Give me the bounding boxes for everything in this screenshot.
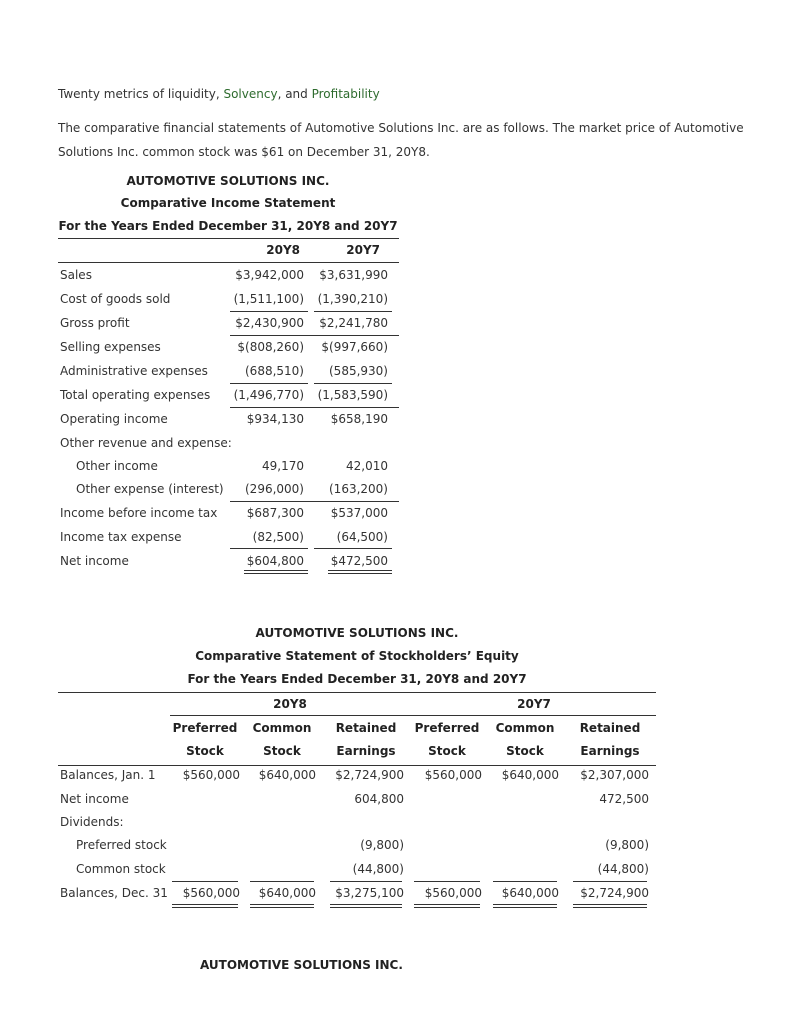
income-value-20y8: $604,800 bbox=[246, 554, 304, 568]
income-row-label: Net income bbox=[60, 554, 129, 568]
income-value-20y7: $2,241,780 bbox=[319, 316, 388, 330]
double-rule bbox=[573, 904, 647, 908]
profitability-link[interactable]: Profitability bbox=[311, 87, 380, 101]
equity-cell: $640,000 bbox=[258, 886, 316, 900]
income-value-20y8: (1,511,100) bbox=[233, 292, 304, 306]
equity-header-top: Retained bbox=[579, 721, 641, 735]
double-rule bbox=[330, 904, 402, 908]
income-value-20y8: 49,170 bbox=[262, 459, 304, 473]
equity-row-label: Common stock bbox=[76, 862, 166, 876]
equity-cell: $2,307,000 bbox=[580, 768, 649, 782]
rule bbox=[314, 548, 392, 549]
equity-header-top: Common bbox=[252, 721, 312, 735]
balance-sheet-company: AUTOMOTIVE SOLUTIONS INC. bbox=[200, 958, 403, 972]
income-col-20y8: 20Y8 bbox=[266, 243, 300, 257]
income-header-rule bbox=[58, 238, 399, 239]
rule bbox=[493, 881, 557, 882]
income-row-label: Operating income bbox=[60, 412, 168, 426]
income-col-20y7: 20Y7 bbox=[346, 243, 380, 257]
equity-row-label: Dividends: bbox=[60, 815, 124, 829]
equity-cell: (9,800) bbox=[360, 838, 404, 852]
rule bbox=[414, 881, 480, 882]
equity-header-top: Common bbox=[495, 721, 555, 735]
equity-cell: (44,800) bbox=[597, 862, 649, 876]
rule bbox=[230, 407, 399, 408]
rule bbox=[573, 881, 647, 882]
equity-cell: (9,800) bbox=[605, 838, 649, 852]
rule bbox=[172, 881, 238, 882]
income-value-20y7: 42,010 bbox=[346, 459, 388, 473]
solvency-link[interactable]: Solvency bbox=[223, 87, 278, 101]
income-row-label: Other expense (interest) bbox=[76, 482, 224, 496]
income-value-20y7: (585,930) bbox=[329, 364, 388, 378]
equity-cell: $2,724,900 bbox=[580, 886, 649, 900]
income-row-label: Cost of goods sold bbox=[60, 292, 171, 306]
rule bbox=[230, 383, 308, 384]
income-value-20y8: (1,496,770) bbox=[233, 388, 304, 402]
equity-cell: $640,000 bbox=[258, 768, 316, 782]
equity-cell: 472,500 bbox=[599, 792, 649, 806]
double-rule bbox=[172, 904, 238, 908]
income-title: Comparative Income Statement bbox=[120, 196, 336, 210]
equity-row-label: Balances, Jan. 1 bbox=[60, 768, 156, 782]
equity-year-20y8: 20Y8 bbox=[273, 697, 307, 711]
equity-cell: $560,000 bbox=[424, 886, 482, 900]
income-col-rule bbox=[58, 262, 399, 263]
income-value-20y7: $3,631,990 bbox=[319, 268, 388, 282]
income-value-20y8: (688,510) bbox=[245, 364, 304, 378]
rule bbox=[230, 501, 399, 502]
income-value-20y8: (296,000) bbox=[245, 482, 304, 496]
income-row-label: Administrative expenses bbox=[60, 364, 208, 378]
income-value-20y7: (64,500) bbox=[336, 530, 388, 544]
double-rule bbox=[250, 904, 314, 908]
equity-cell: $560,000 bbox=[424, 768, 482, 782]
page-heading: Twenty metrics of liquidity, Solvency, and Profitability bbox=[58, 87, 380, 101]
equity-title: Comparative Statement of Stockholders’ Equity bbox=[195, 649, 519, 663]
equity-header-bottom: Stock bbox=[263, 744, 301, 758]
equity-top-rule bbox=[58, 692, 656, 693]
income-value-20y7: (1,583,590) bbox=[317, 388, 388, 402]
double-rule bbox=[414, 904, 480, 908]
double-rule bbox=[493, 904, 557, 908]
equity-header-top: Preferred bbox=[414, 721, 480, 735]
income-value-20y8: $2,430,900 bbox=[235, 316, 304, 330]
income-value-20y7: $472,500 bbox=[330, 554, 388, 568]
income-row-label: Gross profit bbox=[60, 316, 130, 330]
equity-year-rule bbox=[170, 715, 656, 716]
rule bbox=[250, 881, 314, 882]
equity-year-20y7: 20Y7 bbox=[517, 697, 551, 711]
income-value-20y8: $3,942,000 bbox=[235, 268, 304, 282]
income-row-label: Other income bbox=[76, 459, 158, 473]
equity-cell: $640,000 bbox=[501, 886, 559, 900]
equity-cell: $3,275,100 bbox=[335, 886, 404, 900]
equity-header-bottom: Earnings bbox=[336, 744, 396, 758]
income-period: For the Years Ended December 31, 20Y8 and 20Y7 bbox=[58, 219, 398, 233]
income-row-label: Selling expenses bbox=[60, 340, 161, 354]
income-value-20y8: $934,130 bbox=[246, 412, 304, 426]
double-rule bbox=[244, 570, 308, 574]
rule bbox=[230, 335, 399, 336]
income-row-label: Sales bbox=[60, 268, 92, 282]
income-value-20y8: $687,300 bbox=[246, 506, 304, 520]
rule bbox=[314, 383, 392, 384]
equity-header-top: Preferred bbox=[172, 721, 238, 735]
equity-cell: (44,800) bbox=[352, 862, 404, 876]
equity-cell: 604,800 bbox=[354, 792, 404, 806]
rule bbox=[230, 548, 308, 549]
equity-company: AUTOMOTIVE SOLUTIONS INC. bbox=[255, 626, 459, 640]
intro-line-1: The comparative financial statements of Automotive Solutions Inc. are as follows. The market price of Automotive bbox=[58, 121, 744, 135]
equity-header-bottom: Stock bbox=[506, 744, 544, 758]
equity-header-bottom: Stock bbox=[186, 744, 224, 758]
rule bbox=[230, 311, 308, 312]
income-row-label: Total operating expenses bbox=[60, 388, 211, 402]
equity-row-label: Preferred stock bbox=[76, 838, 167, 852]
income-value-20y8: $(808,260) bbox=[237, 340, 304, 354]
equity-cell: $560,000 bbox=[182, 768, 240, 782]
income-row-label: Income tax expense bbox=[60, 530, 182, 544]
rule bbox=[330, 881, 402, 882]
equity-period: For the Years Ended December 31, 20Y8 and 20Y7 bbox=[187, 672, 527, 686]
income-value-20y7: (163,200) bbox=[329, 482, 388, 496]
income-row-label: Other revenue and expense: bbox=[60, 436, 232, 450]
equity-cell: $2,724,900 bbox=[335, 768, 404, 782]
income-company: AUTOMOTIVE SOLUTIONS INC. bbox=[126, 174, 330, 188]
income-row-label: Income before income tax bbox=[60, 506, 218, 520]
equity-header-bottom: Stock bbox=[428, 744, 466, 758]
income-value-20y7: (1,390,210) bbox=[317, 292, 388, 306]
intro-line-2: Solutions Inc. common stock was $61 on December 31, 20Y8. bbox=[58, 145, 430, 159]
income-value-20y7: $537,000 bbox=[330, 506, 388, 520]
rule bbox=[314, 311, 392, 312]
equity-header-bottom: Earnings bbox=[580, 744, 640, 758]
double-rule bbox=[328, 570, 392, 574]
income-value-20y7: $(997,660) bbox=[321, 340, 388, 354]
equity-cell: $640,000 bbox=[501, 768, 559, 782]
income-value-20y8: (82,500) bbox=[252, 530, 304, 544]
equity-cell: $560,000 bbox=[182, 886, 240, 900]
equity-header-top: Retained bbox=[335, 721, 397, 735]
equity-header-rule bbox=[58, 765, 656, 766]
income-value-20y7: $658,190 bbox=[330, 412, 388, 426]
equity-row-label: Net income bbox=[60, 792, 129, 806]
equity-row-label: Balances, Dec. 31 bbox=[60, 886, 168, 900]
